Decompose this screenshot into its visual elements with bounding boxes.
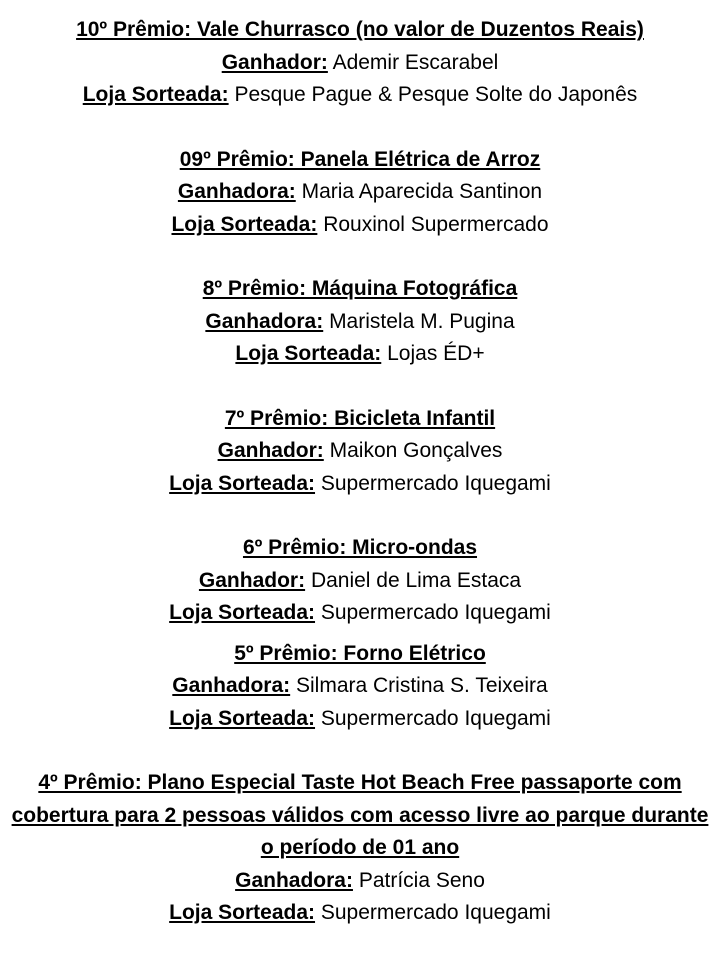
winner-name: Maikon Gonçalves bbox=[329, 439, 503, 462]
prize-title: 7º Prêmio: Bicicleta Infantil bbox=[224, 406, 496, 430]
winner-line bbox=[0, 670, 720, 703]
prize-title: 5º Prêmio: Forno Elétrico bbox=[234, 641, 486, 665]
store-line bbox=[0, 703, 720, 736]
winner-name: Ademir Escarabel bbox=[332, 50, 499, 74]
prize-title: 8º Prêmio: Máquina Fotográfica bbox=[202, 277, 518, 300]
winner-label: Ganhadora: bbox=[177, 180, 296, 203]
store-label: Loja Sorteada: bbox=[171, 212, 318, 236]
winner-label: Ganhador: bbox=[221, 50, 328, 74]
winner-line bbox=[0, 435, 720, 468]
winner-line bbox=[0, 865, 720, 898]
store-label: Loja Sorteada: bbox=[169, 471, 316, 495]
store-label: Loja Sorteada: bbox=[169, 706, 316, 730]
section-spacer bbox=[0, 630, 720, 638]
prize-title: 6º Prêmio: Micro-ondas bbox=[242, 536, 478, 559]
prize-list bbox=[0, 14, 720, 930]
store-name: Lojas ÉD+ bbox=[387, 342, 485, 365]
winner-label: Ganhadora: bbox=[172, 674, 291, 697]
store-name: Rouxinol Supermercado bbox=[323, 212, 549, 236]
store-name: Pesque Pague & Pesque Solte do Japonês bbox=[234, 83, 638, 106]
winner-name: Maria Aparecida Santinon bbox=[301, 180, 543, 203]
store-name: Supermercado Iquegami bbox=[320, 601, 551, 624]
prize-06 bbox=[0, 532, 720, 630]
winner-line bbox=[0, 565, 720, 598]
store-line bbox=[0, 338, 720, 371]
winner-line bbox=[0, 176, 720, 209]
prize-title: 10º Prêmio: Vale Churrasco (no valor de Duzentos Reais) bbox=[76, 18, 644, 41]
prize-title: 09º Prêmio: Panela Elétrica de Arroz bbox=[179, 147, 541, 171]
prize-10 bbox=[0, 14, 720, 112]
prize-04 bbox=[0, 767, 720, 930]
prize-08 bbox=[0, 273, 720, 371]
section-spacer bbox=[0, 500, 720, 532]
prize-05 bbox=[0, 638, 720, 736]
winner-line bbox=[0, 306, 720, 339]
winner-name: Silmara Cristina S. Teixeira bbox=[296, 674, 548, 697]
winner-label: Ganhadora: bbox=[235, 868, 353, 892]
prize-title: 4º Prêmio: Plano Especial Taste Hot Beach Free passaporte com cobertura para 2 pessoas válidos com acesso livre ao parque durante o período de 01 ano bbox=[11, 771, 709, 859]
store-line bbox=[0, 597, 720, 630]
store-line bbox=[0, 897, 720, 930]
store-label: Loja Sorteada: bbox=[169, 901, 316, 924]
winner-name: Patrícia Seno bbox=[358, 868, 485, 892]
store-name: Supermercado Iquegami bbox=[320, 471, 551, 495]
prize-09 bbox=[0, 144, 720, 242]
winner-label: Ganhadora: bbox=[205, 309, 324, 333]
store-name: Supermercado Iquegami bbox=[320, 706, 551, 730]
store-label: Loja Sorteada: bbox=[235, 342, 382, 365]
store-name: Supermercado Iquegami bbox=[320, 901, 551, 924]
section-spacer bbox=[0, 241, 720, 273]
store-label: Loja Sorteada: bbox=[169, 601, 316, 624]
store-line bbox=[0, 209, 720, 242]
winner-label: Ganhador: bbox=[198, 568, 306, 592]
store-line bbox=[0, 468, 720, 501]
store-line bbox=[0, 79, 720, 112]
winner-line bbox=[0, 47, 720, 80]
store-label: Loja Sorteada: bbox=[82, 83, 229, 106]
prize-07 bbox=[0, 403, 720, 501]
winner-name: Daniel de Lima Estaca bbox=[310, 568, 522, 592]
winner-label: Ganhador: bbox=[217, 439, 324, 462]
winner-name: Maristela M. Pugina bbox=[329, 309, 515, 333]
section-spacer bbox=[0, 735, 720, 767]
section-spacer bbox=[0, 112, 720, 144]
section-spacer bbox=[0, 371, 720, 403]
